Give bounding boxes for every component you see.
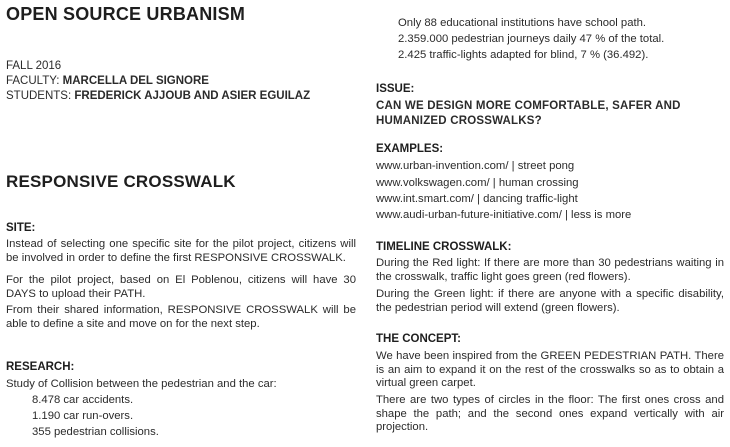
concept-paragraph-1: We have been inspired from the GREEN PEDESTRIAN PATH. There is an aim to expand it on the rest of the crosswalks so as to obtain a virtual green carpet. (376, 350, 724, 389)
students-names: FREDERICK AJJOUB AND ASIER EGUILAZ (74, 90, 311, 102)
faculty-label: FACULTY: (6, 75, 60, 87)
research-intro: Study of Collision between the pedestrian and the car: (6, 378, 277, 390)
research-stat: 8.478 car accidents. (32, 394, 134, 406)
page-title: OPEN SOURCE URBANISM (6, 4, 246, 24)
research-heading: RESEARCH: (6, 361, 75, 373)
term-text: FALL 2016 (6, 60, 62, 72)
students-line (6, 89, 310, 104)
research-stat-continued: Only 88 educational institutions have school path. (398, 17, 647, 29)
example-link[interactable]: www.urban-invention.com/ | street pong (376, 160, 575, 172)
site-heading: SITE: (6, 222, 36, 234)
faculty-name: MARCELLA DEL SIGNORE (62, 75, 209, 87)
faculty-line (6, 74, 209, 89)
example-link[interactable]: www.audi-urban-future-initiative.com/ | less is more (376, 209, 632, 221)
timeline-paragraph-2: During the Green light: if there are anyone with a specific disability, the pedestrian period will extend (green flowers). (376, 288, 724, 314)
issue-heading: ISSUE: (376, 83, 415, 95)
example-link[interactable]: www.int.smart.com/ | dancing traffic-light (376, 193, 578, 205)
research-stat-continued: 2.359.000 pedestrian journeys daily 47 % of the total. (398, 33, 665, 45)
site-paragraph-1: Instead of selecting one specific site for the pilot project, citizens will be involved in order to define the first RESPONSIVE CROSSWALK. (6, 238, 356, 264)
research-stat: 355 pedestrian collisions. (32, 426, 159, 438)
project-title: RESPONSIVE CROSSWALK (6, 172, 236, 191)
timeline-paragraph-1: During the Red light: If there are more than 30 pedestrians waiting in the crosswalk, traffic light goes green (red flowers). (376, 257, 724, 283)
site-paragraph-3: From their shared information, RESPONSIVE CROSSWALK will be able to define a site and move on for the next step. (6, 304, 356, 330)
research-stat-continued: 2.425 traffic-lights adapted for blind, 7 % (36.492). (398, 49, 649, 61)
issue-question: CAN WE DESIGN MORE COMFORTABLE, SAFER AND HUMANIZED CROSSWALKS? (376, 100, 681, 127)
concept-paragraph-2: There are two types of circles in the floor: The first ones cross and shape the path; and the second ones expand vertically with air projection. (376, 394, 724, 433)
research-stat: 1.190 car run-overs. (32, 410, 134, 422)
examples-heading: EXAMPLES: (376, 143, 444, 155)
site-paragraph-2: For the pilot project, based on El Poblenou, citizens will have 30 DAYS to upload their PATH. (6, 274, 356, 300)
timeline-heading: TIMELINE CROSSWALK: (376, 241, 512, 253)
students-label: STUDENTS: (6, 90, 72, 102)
concept-heading: THE CONCEPT: (376, 333, 461, 345)
example-link[interactable]: www.volkswagen.com/ | human crossing (376, 177, 579, 189)
